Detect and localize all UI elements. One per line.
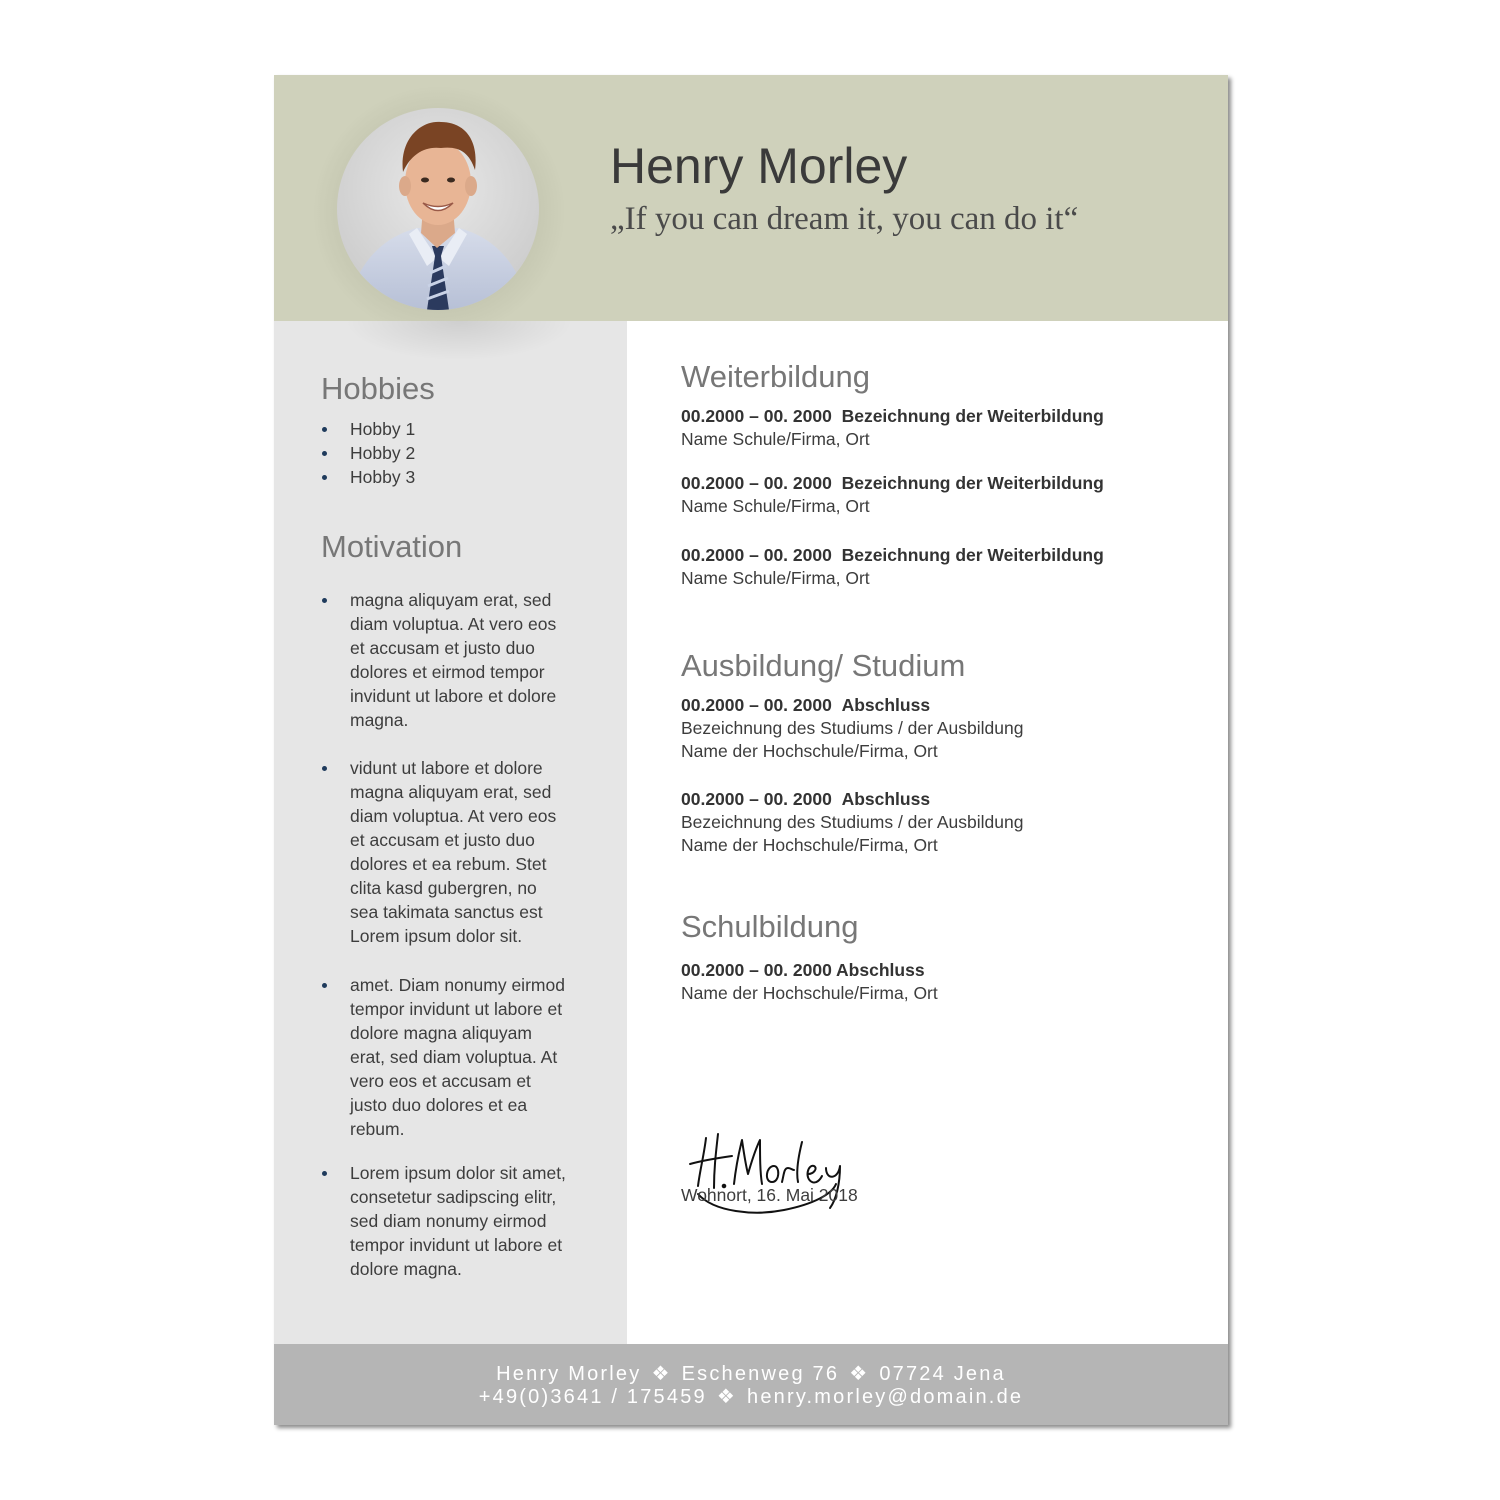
text-line: tempor invidunt ut labore et — [350, 1235, 563, 1255]
diamond-separator-icon: ❖ — [849, 1363, 870, 1385]
weiterbildung-entry — [681, 405, 1104, 451]
entry-dates: 00.2000 – 00. 2000 — [681, 406, 832, 426]
footer-name: Henry Morley — [496, 1363, 642, 1385]
motto-quote: „If you can dream it, you can do it“ — [610, 201, 1079, 237]
text-line: magna aliquyam erat, sed — [350, 590, 552, 610]
list-item — [321, 588, 611, 732]
text-line: erat, sed diam voluptua. At — [350, 1047, 558, 1067]
text-line: Lorem ipsum dolor sit amet, — [350, 1163, 566, 1183]
header-banner — [274, 75, 1228, 321]
text-line: vidunt ut labore et dolore — [350, 758, 543, 778]
entry-place: Name der Hochschule/Firma, Ort — [681, 983, 938, 1003]
motivation-item — [321, 973, 611, 1141]
text-line: amet. Diam nonumy eirmod — [350, 975, 565, 995]
motivation-item — [321, 1161, 611, 1281]
footer-address-line — [274, 1361, 1228, 1386]
text-line: et accusam et justo duo — [350, 638, 535, 658]
text-line: rebum. — [350, 1119, 405, 1139]
list-item — [321, 756, 611, 948]
entry-title: Bezeichnung der Weiterbildung — [841, 473, 1104, 493]
motivation-item — [321, 756, 611, 948]
text-line: Lorem ipsum dolor sit. — [350, 926, 523, 946]
text-line: magna aliquyam erat, sed — [350, 782, 552, 802]
footer-phone: +49(0)3641 / 175459 — [478, 1386, 707, 1408]
applicant-name: Henry Morley — [610, 138, 908, 194]
text-line: justo duo dolores et ea — [350, 1095, 528, 1115]
text-line: consetetur sadipscing elitr, — [350, 1187, 557, 1207]
profile-photo — [337, 108, 539, 310]
entry-dates: 00.2000 – 00. 2000 — [681, 695, 832, 715]
text-line: dolores et ea rebum. Stet — [350, 854, 547, 874]
entry-title: Bezeichnung der Weiterbildung — [841, 545, 1104, 565]
hobbies-list — [321, 417, 601, 489]
ausbildung-entry — [681, 694, 1023, 763]
list-item: Hobby 3 — [321, 465, 601, 489]
footer-contact-line — [274, 1384, 1228, 1409]
diamond-separator-icon: ❖ — [716, 1386, 737, 1408]
entry-place: Name der Hochschule/Firma, Ort — [681, 835, 938, 855]
text-line: dolore magna. — [350, 1259, 462, 1279]
entry-head: 00.2000 – 00. 2000 Abschluss — [681, 960, 925, 980]
text-line: magna. — [350, 710, 409, 730]
motivation-item — [321, 588, 611, 732]
footer-email: henry.morley@domain.de — [747, 1386, 1024, 1408]
cv-page — [274, 75, 1228, 1425]
entry-dates: 00.2000 – 00. 2000 — [681, 545, 832, 565]
list-item: Hobby 1 — [321, 417, 601, 441]
schulbildung-entry — [681, 959, 938, 1005]
list-item: Hobby 2 — [321, 441, 601, 465]
entry-description: Bezeichnung des Studiums / der Ausbildung — [681, 812, 1024, 832]
ausbildung-heading: Ausbildung/ Studium — [681, 648, 966, 683]
ausbildung-entry — [681, 788, 1023, 857]
entry-dates: 00.2000 – 00. 2000 — [681, 789, 832, 809]
text-line: sea takimata sanctus est — [350, 902, 543, 922]
person-portrait-icon — [337, 108, 539, 310]
text-line: clita kasd gubergren, no — [350, 878, 537, 898]
motivation-heading: Motivation — [321, 529, 463, 564]
schulbildung-heading: Schulbildung — [681, 909, 859, 944]
list-item — [321, 1161, 611, 1281]
footer-street: Eschenweg 76 — [681, 1363, 840, 1385]
text-line: dolore magna aliquyam — [350, 1023, 532, 1043]
weiterbildung-heading: Weiterbildung — [681, 359, 870, 394]
diamond-separator-icon: ❖ — [651, 1363, 672, 1385]
sidebar — [274, 321, 627, 1344]
text-line: et accusam et justo duo — [350, 830, 535, 850]
text-line: tempor invidunt ut labore et — [350, 999, 563, 1019]
list-item — [321, 973, 611, 1141]
entry-place: Name der Hochschule/Firma, Ort — [681, 741, 938, 761]
entry-description: Bezeichnung des Studiums / der Ausbildung — [681, 718, 1024, 738]
entry-place: Name Schule/Firma, Ort — [681, 568, 870, 588]
photo-shadow — [344, 321, 574, 361]
text-line: diam voluptua. At vero eos — [350, 806, 557, 826]
entry-title: Abschluss — [841, 789, 931, 809]
weiterbildung-entry — [681, 472, 1104, 518]
weiterbildung-entry — [681, 544, 1104, 590]
entry-dates: 00.2000 – 00. 2000 — [681, 473, 832, 493]
entry-title: Abschluss — [841, 695, 931, 715]
footer-city: 07724 Jena — [879, 1363, 1006, 1385]
text-line: diam voluptua. At vero eos — [350, 614, 557, 634]
text-line: dolores et eirmod tempor — [350, 662, 545, 682]
entry-place: Name Schule/Firma, Ort — [681, 429, 870, 449]
entry-title: Bezeichnung der Weiterbildung — [841, 406, 1104, 426]
hobbies-heading: Hobbies — [321, 371, 435, 406]
place-date: Wohnort, 16. Mai 2018 — [681, 1185, 858, 1205]
text-line: sed diam nonumy eirmod — [350, 1211, 547, 1231]
footer-contact — [274, 1344, 1228, 1425]
text-line: invidunt ut labore et dolore — [350, 686, 557, 706]
entry-place: Name Schule/Firma, Ort — [681, 496, 870, 516]
text-line: vero eos et accusam et — [350, 1071, 531, 1091]
